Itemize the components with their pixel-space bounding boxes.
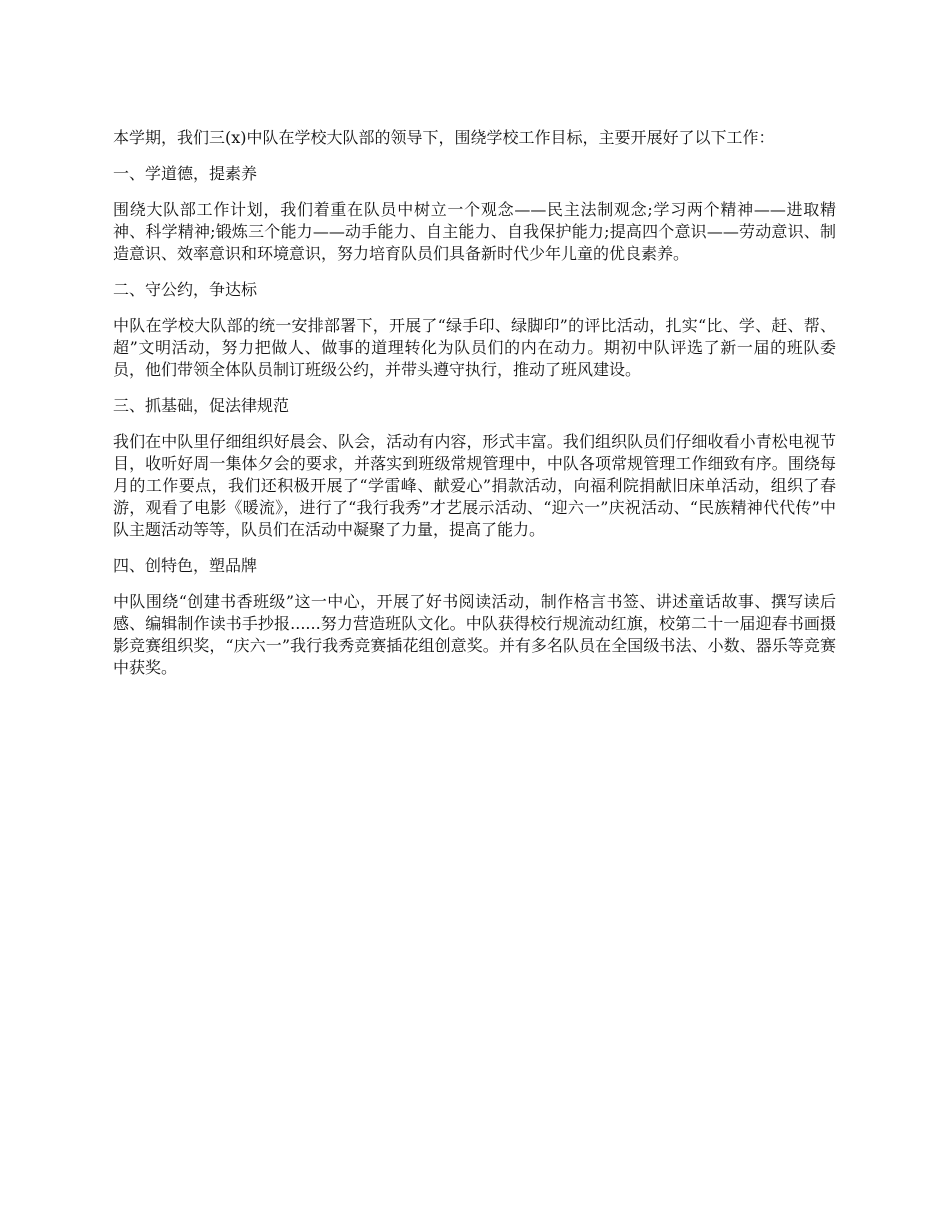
section-heading-1: 一、学道德，提素养	[113, 164, 258, 183]
section-heading-4: 四、创特色，塑品牌	[113, 556, 258, 575]
intro-paragraph: 本学期，我们三(x)中队在学校大队部的领导下，围绕学校工作目标，主要开展好了以下工作：	[113, 128, 775, 147]
section-body-2: 中队在学校大队部的统一安排部署下，开展了“绿手印、绿脚印”的评比活动，扎实“比、学、赶、帮、超”文明活动，努力把做人、做事的道理转化为队员们的内在动力。期初中队评选了新一届的班队委员，他们带领全体队员制订班级公约，并带头遵守执行，推动了班风建设。	[113, 316, 836, 379]
section-heading-2: 二、守公约，争达标	[113, 280, 258, 299]
section-body-4: 中队围绕“创建书香班级”这一中心，开展了好书阅读活动，制作格言书签、讲述童话故事、撰写读后感、编辑制作读书手抄报......努力营造班队文化。中队获得校行规流动红旗，校第二十一届迎春书画摄影竞赛组织奖，“庆六一”我行我秀竞赛插花组创意奖。并有多名队员在全国级书法、小数、器乐等竞赛中获奖。	[113, 592, 836, 677]
section-body-3: 我们在中队里仔细组织好晨会、队会，活动有内容，形式丰富。我们组织队员们仔细收看小青松电视节目，收听好周一集体夕会的要求，并落实到班级常规管理中，中队各项常规管理工作细致有序。围绕每月的工作要点，我们还积极开展了“学雷峰、献爱心”捐款活动，向福利院捐献旧床单活动，组织了春游，观看了电影《暖流》，进行了“我行我秀”才艺展示活动、“迎六一”庆祝活动、“民族精神代代传”中队主题活动等等，队员们在活动中凝聚了力量，提高了能力。	[113, 432, 836, 539]
section-body-1: 围绕大队部工作计划，我们着重在队员中树立一个观念——民主法制观念;学习两个精神——进取精神、科学精神;锻炼三个能力——动手能力、自主能力、自我保护能力;提高四个意识——劳动意识、制造意识、效率意识和环境意识，努力培育队员们具备新时代少年儿童的优良素养。	[113, 200, 836, 263]
document-page	[113, 127, 836, 693]
section-heading-3: 三、抓基础，促法律规范	[113, 396, 290, 415]
